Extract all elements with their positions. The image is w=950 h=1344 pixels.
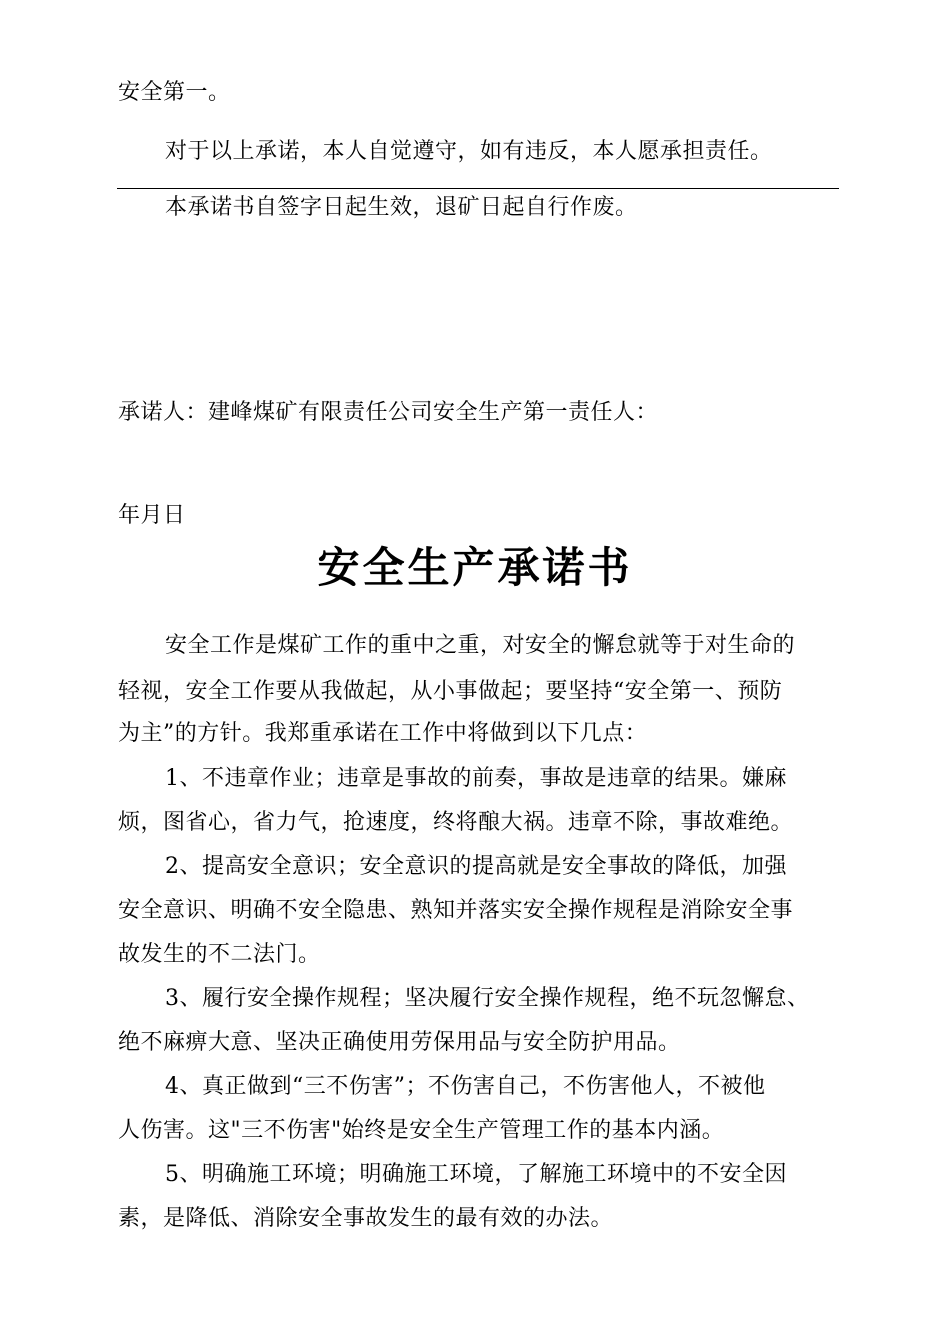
paragraph-line: 3、履行安全操作规程；坚决履行安全操作规程，绝不玩忽懈怠、 xyxy=(165,986,810,1011)
paragraph-line: 烦，图省心，省力气，抢速度，终将酿大祸。违章不除，事故难绝。 xyxy=(118,810,794,835)
paragraph-line: 5、明确施工环境；明确施工环境，了解施工环境中的不安全因 xyxy=(165,1162,787,1187)
paragraph-line: 安全工作是煤矿工作的重中之重，对安全的懈怠就等于对生命的 xyxy=(165,633,796,658)
text-line-validity: 本承诺书自签字日起生效，退矿日起自行作废。 xyxy=(165,195,638,220)
paragraph-line: 2、提高安全意识；安全意识的提高就是安全事故的降低，加强 xyxy=(165,854,787,879)
date-line: 年月日 xyxy=(118,503,186,528)
paragraph-line: 人伤害。这"三不伤害"始终是安全生产管理工作的基本内涵。 xyxy=(118,1118,725,1143)
text-line-safety-first: 安全第一。 xyxy=(118,80,231,105)
paragraph-line: 安全意识、明确不安全隐患、熟知并落实安全操作规程是消除安全事 xyxy=(118,898,794,923)
paragraph-line: 4、真正做到“三不伤害”；不伤害自己，不伤害他人，不被他 xyxy=(165,1074,766,1099)
paragraph-line: 素，是降低、消除安全事故发生的最有效的办法。 xyxy=(118,1206,614,1231)
horizontal-rule xyxy=(117,188,839,189)
paragraph-line: 轻视，安全工作要从我做起，从小事做起；要坚持“安全第一、预防 xyxy=(118,679,783,704)
paragraph-line: 故发生的不二法门。 xyxy=(118,942,321,967)
paragraph-line: 绝不麻痹大意、坚决正确使用劳保用品与安全防护用品。 xyxy=(118,1030,681,1055)
promiser-signature-line: 承诺人：建峰煤矿有限责任公司安全生产第一责任人： xyxy=(118,400,659,425)
document-title: 安全生产承诺书 xyxy=(317,543,633,592)
paragraph-line: 为主”的方针。我郑重承诺在工作中将做到以下几点： xyxy=(118,721,648,746)
text-line-commitment-obey: 对于以上承诺，本人自觉遵守，如有违反，本人愿承担责任。 xyxy=(165,139,773,164)
paragraph-line: 1、不违章作业；违章是事故的前奏，事故是违章的结果。嫌麻 xyxy=(165,766,787,791)
